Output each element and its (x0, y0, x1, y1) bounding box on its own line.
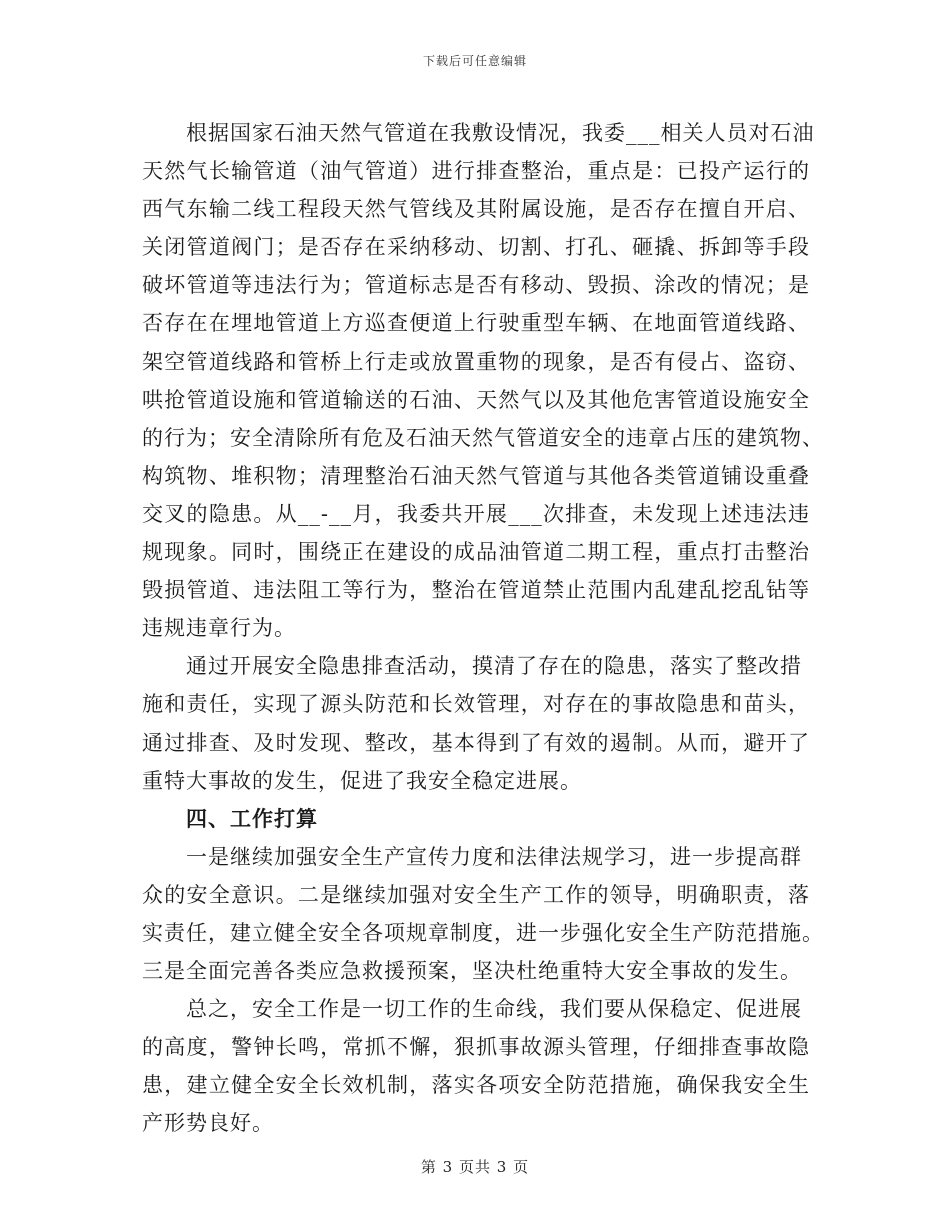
paragraph-line: 西气东输二线工程段天然气管线及其附属设施，是否存在擅自开启、 (142, 197, 810, 222)
paragraph-line: 关闭管道阀门；是否存在采纳移动、切割、打孔、砸撬、拆卸等手段 (142, 235, 810, 260)
paragraph-line: 施和责任，实现了源头防范和长效管理，对存在的事故隐患和苗头， (142, 692, 810, 717)
paragraph-line: 总之，安全工作是一切工作的生命线，我们要从保稳定、促进展 (186, 997, 802, 1022)
paragraph-line: 架空管道线路和管桥上行走或放置重物的现象，是否有侵占、盗窃、 (142, 349, 810, 374)
paragraph-line: 毁损管道、违法阻工等行为，整治在管道禁止范围内乱建乱挖乱钻等 (142, 578, 810, 603)
paragraph-line: 的行为；安全清除所有危及石油天然气管道安全的违章占压的建筑物、 (142, 425, 824, 450)
paragraph-line: 通过开展安全隐患排查活动，摸清了存在的隐患，落实了整改措 (186, 654, 802, 679)
paragraph-line: 重特大事故的发生，促进了我安全稳定进展。 (142, 768, 582, 793)
paragraph-line: 破坏管道等违法行为；管道标志是否有移动、毁损、涂改的情况；是 (142, 273, 810, 298)
paragraph-line: 否存在在埋地管道上方巡查便道上行驶重型车辆、在地面管道线路、 (142, 311, 810, 336)
paragraph-line: 的高度，警钟长鸣，常抓不懈，狠抓事故源头管理，仔细排查事故隐 (142, 1035, 810, 1060)
paragraph-line: 一是继续加强安全生产宣传力度和法律法规学习，进一步提高群 (186, 844, 802, 869)
paragraph-line: 哄抢管道设施和管道输送的石油、天然气以及其他危害管道设施安全 (142, 387, 810, 412)
paragraph-line: 根据国家石油天然气管道在我敷设情况，我委___相关人员对石油 (186, 121, 815, 145)
paragraph-line: 天然气长输管道（油气管道）进行排查整治，重点是：已投产运行的 (142, 159, 810, 184)
paragraph-line: 交叉的隐患。从__-__月，我委共开展___次排查，未发现上述违法违 (142, 501, 810, 526)
paragraph-line: 规现象。同时，围绕正在建设的成品油管道二期工程，重点打击整治 (142, 540, 810, 565)
paragraph-line: 患，建立健全安全长效机制，落实各项安全防范措施，确保我安全生 (142, 1073, 810, 1098)
document-body (142, 114, 824, 1143)
paragraph-line: 众的安全意识。二是继续加强对安全生产工作的领导，明确职责，落 (142, 882, 810, 907)
paragraph-line: 实责任，建立健全安全各项规章制度，进一步强化安全生产防范措施。 (142, 920, 824, 945)
paragraph-line: 违规违章行为。 (142, 616, 296, 641)
paragraph-line: 三是全面完善各类应急救援预案，坚决杜绝重特大安全事故的发生。 (142, 959, 802, 984)
paragraph-line: 通过排查、及时发现、整改，基本得到了有效的遏制。从而，避开了 (142, 730, 810, 755)
paragraph-line: 产形势良好。 (142, 1111, 274, 1136)
page-header: 下载后可任意编辑 (422, 54, 527, 68)
section-heading: 四、工作打算 (186, 805, 318, 831)
paragraph-line: 构筑物、堆积物；清理整治石油天然气管道与其他各类管道铺设重叠 (142, 463, 810, 488)
page-footer: 第 3 页共 3 页 (420, 1158, 530, 1176)
